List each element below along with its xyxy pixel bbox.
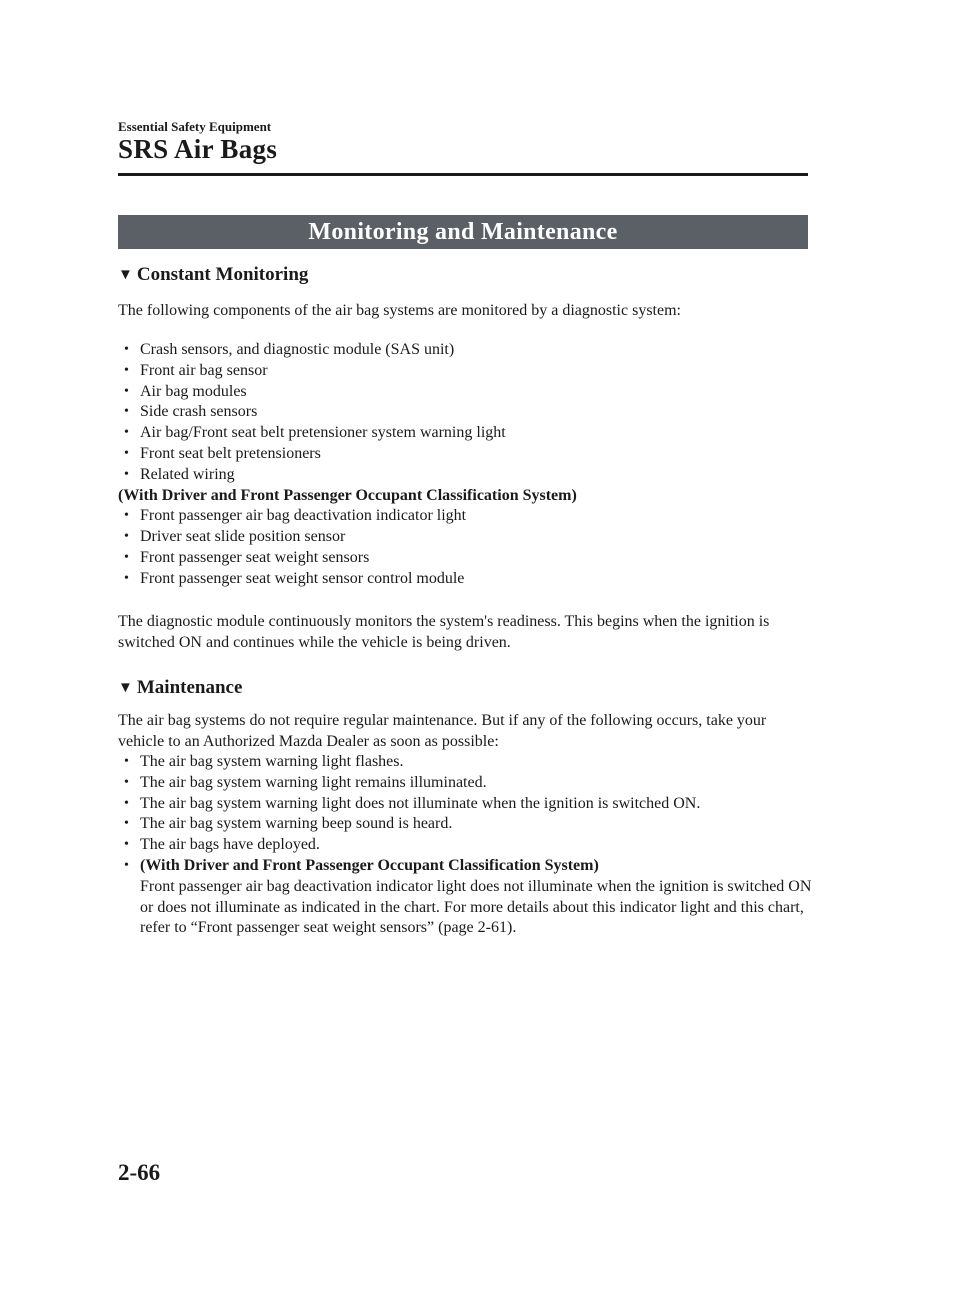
bullet-icon: • <box>124 362 129 378</box>
constant-monitoring-heading <box>118 263 818 287</box>
header-rule <box>118 173 808 176</box>
list-item: • Side crash sensors <box>118 402 818 423</box>
list-item: • Front passenger air bag deactivation indicator light <box>118 506 818 527</box>
indicator-light-note: Front passenger air bag deactivation indicator light does not illuminate when the ignition is switched ON or does not illuminate as indicated in the chart. For more details about this indicator light and this chart, refer to “Front passenger seat weight sensors” (page 2-61). <box>140 877 812 937</box>
constant-monitoring-intro: The following components of the air bag systems are monitored by a diagnostic system: <box>118 302 681 319</box>
bullet-icon: • <box>124 837 129 853</box>
list-item: • Front air bag sensor <box>118 361 818 382</box>
list-item: • The air bag system warning light does not illuminate when the ignition is switched ON. <box>118 794 818 815</box>
bullet-icon: • <box>124 857 129 873</box>
bullet-icon: • <box>124 816 129 832</box>
list-item: • Air bag modules <box>118 382 818 403</box>
chapter-title: SRS Air Bags <box>118 134 278 164</box>
triangle-down-icon: ▼ <box>118 267 133 283</box>
page-number: 2-66 <box>118 1160 161 1185</box>
list-item: • The air bag system warning light remains illuminated. <box>118 773 818 794</box>
bullet-icon: • <box>124 774 129 790</box>
list-item <box>118 856 818 939</box>
bullet-icon: • <box>124 466 129 482</box>
maintenance-list <box>118 752 818 939</box>
bullet-icon: • <box>124 508 129 524</box>
list-item: • The air bag system warning beep sound is heard. <box>118 814 818 835</box>
bullet-icon: • <box>124 445 129 461</box>
list-item: • Related wiring <box>118 465 818 486</box>
bullet-icon: • <box>124 342 129 357</box>
monitored-components-list <box>118 340 818 590</box>
section-label: Essential Safety Equipment <box>118 119 272 134</box>
maintenance-intro: The air bag systems do not require regular maintenance. But if any of the following occurs, take your vehicle to an Authorized Mazda Dealer as soon as possible: <box>118 712 767 750</box>
list-item: • Front seat belt pretensioners <box>118 444 818 465</box>
banner-title: Monitoring and Maintenance <box>308 218 618 245</box>
list-item: • Front passenger seat weight sensors <box>118 548 818 569</box>
list-item: • The air bag system warning light flashes. <box>118 752 818 773</box>
maintenance-heading <box>118 676 818 700</box>
bullet-icon: • <box>124 383 129 399</box>
bullet-icon: • <box>124 425 129 441</box>
heading-text: Maintenance <box>136 677 243 698</box>
section-banner <box>118 215 808 249</box>
occupant-classification-subheading: (With Driver and Front Passenger Occupant Classification System) <box>140 856 599 874</box>
list-item: • The air bags have deployed. <box>118 835 818 856</box>
bullet-icon: • <box>124 754 129 769</box>
bullet-icon: • <box>124 404 129 420</box>
bullet-icon: • <box>124 529 129 545</box>
occupant-classification-subheading: (With Driver and Front Passenger Occupant Classification System) <box>118 486 577 504</box>
list-item: • Front passenger seat weight sensor control module <box>118 569 818 590</box>
list-item: • Driver seat slide position sensor <box>118 527 818 548</box>
bullet-icon: • <box>124 795 129 811</box>
triangle-down-icon: ▼ <box>118 680 133 696</box>
bullet-icon: • <box>124 570 129 586</box>
list-item: • Crash sensors, and diagnostic module (SAS unit) <box>118 340 818 361</box>
heading-text: Constant Monitoring <box>136 264 309 285</box>
monitoring-closing-paragraph: The diagnostic module continuously monitors the system's readiness. This begins when the ignition is switched ON and continues while the vehicle is being driven. <box>118 613 770 651</box>
bullet-icon: • <box>124 549 129 565</box>
list-item: • Air bag/Front seat belt pretensioner system warning light <box>118 423 818 444</box>
